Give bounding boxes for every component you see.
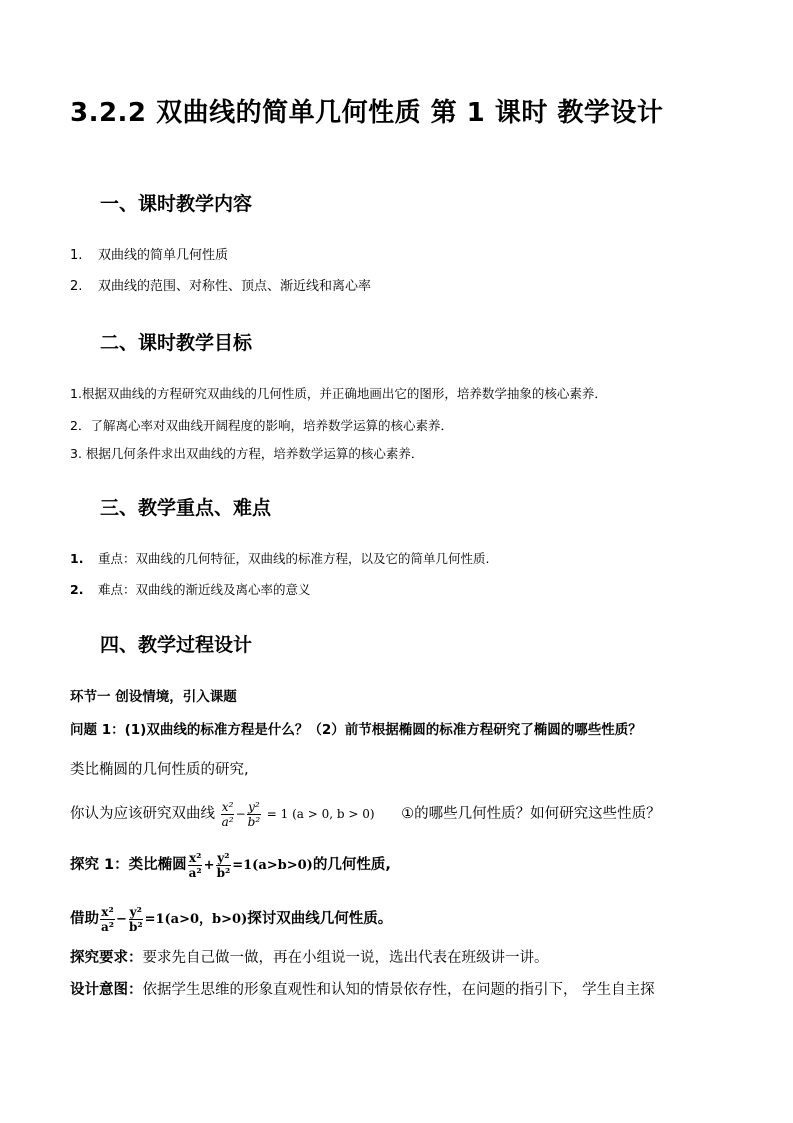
fraction-x2-a2: $\frac{\text{x²}}{\text{a²}}$ bbox=[101, 904, 115, 934]
borrow-suffix: 探讨双曲线几何性质。 bbox=[247, 911, 393, 927]
list-number: 1. bbox=[70, 551, 84, 566]
list-text: 双曲线的范围、对称性、顶点、渐近线和离心率 bbox=[98, 279, 372, 294]
explore-suffix: 的几何性质, bbox=[312, 857, 391, 873]
list-number: 2. bbox=[70, 582, 84, 597]
list-item bbox=[70, 278, 371, 296]
list-number: 2. bbox=[70, 279, 83, 294]
section-heading-content: 一、课时教学内容 bbox=[100, 193, 253, 215]
goal-item: 2．了解离心率对双曲线开阔程度的影响，培养数学运算的核心素养． bbox=[70, 418, 453, 433]
question-1: 问题 1：(1)双曲线的标准方程是什么？（2）前节根据椭圆的标准方程研究了椭圆的哪些性质？ bbox=[70, 722, 642, 738]
list-text: 难点：双曲线的渐近线及离心率的意义 bbox=[98, 582, 311, 597]
think-prefix: 你认为应该研究双曲线 bbox=[70, 806, 215, 822]
explore-line: 探究 1：类比椭圆 $\frac{\text{x²}}{\text{a²}}$ + $\frac{\text{y²}}{\text{b²}}$ =1(a>b>0)的几何性质, bbox=[70, 850, 391, 880]
fraction-y2-b2: $\frac{\text{y²}}{\text{b²}}$ bbox=[128, 904, 143, 934]
requirement-label: 探究要求： bbox=[70, 950, 143, 966]
design-intent bbox=[70, 979, 655, 1001]
list-item bbox=[70, 581, 311, 599]
analogy-text: 类比椭圆的几何性质的研究, bbox=[70, 762, 249, 778]
section-heading-process: 四、教学过程设计 bbox=[100, 634, 253, 656]
list-text: 重点：双曲线的几何特征，双曲线的标准方程，以及它的简单几何性质. bbox=[98, 551, 490, 566]
goal-item: 3. 根据几何条件求出双曲线的方程，培养数学运算的核心素养． bbox=[70, 446, 424, 461]
list-text: 双曲线的简单几何性质 bbox=[98, 248, 229, 263]
design-label: 设计意图： bbox=[70, 982, 143, 998]
goal-item: 1.根据双曲线的方程研究双曲线的几何性质，并正确地画出它的图形，培养数学抽象的核心素养． bbox=[70, 386, 607, 401]
page-title: 3.2.2 双曲线的简单几何性质 第 1 课时 教学设计 bbox=[70, 98, 664, 128]
think-line: 你认为应该研究双曲线 $\frac{\text{x²}}{\text{a²}}$ − $\frac{\text{y²}}{\text{b²}}$ = 1 (a > 0, b > 0) ①的哪些几何性质？如何研究这些性质？ bbox=[70, 799, 661, 829]
design-text: 依据学生思维的形象直观性和认知的情景依存性，在问题的指引下， 学生自主探 bbox=[142, 982, 655, 998]
list-item bbox=[70, 550, 489, 568]
fraction-y2-b2: $\frac{\text{y²}}{\text{b²}}$ bbox=[216, 850, 231, 880]
fraction-y2-b2: $\frac{\text{y²}}{\text{b²}}$ bbox=[247, 799, 261, 829]
fraction-x2-a2: $\frac{\text{x²}}{\text{a²}}$ bbox=[188, 850, 202, 880]
hyperbola-condition: = 1 (a > 0, b > 0) bbox=[266, 807, 375, 821]
hyperbola-condition: =1(a>0，b>0) bbox=[144, 912, 248, 927]
list-number: 1. bbox=[70, 248, 83, 263]
section-heading-goals: 二、课时教学目标 bbox=[100, 332, 253, 354]
requirement-text: 要求先自己做一做，再在小组说一说，选出代表在班级讲一讲。 bbox=[142, 950, 549, 966]
ellipse-condition: =1(a>b>0) bbox=[232, 858, 313, 873]
section-heading-keypoints: 三、教学重点、难点 bbox=[100, 497, 272, 519]
explore-requirement bbox=[70, 947, 549, 969]
borrow-line: 借助 $\frac{\text{x²}}{\text{a²}}$ − $\frac{\text{y²}}{\text{b²}}$ =1(a>0，b>0)探讨双曲线几何性质。 bbox=[70, 904, 393, 934]
step-heading: 环节一 创设情境，引入课题 bbox=[70, 689, 237, 705]
borrow-prefix: 借助 bbox=[70, 911, 99, 927]
think-suffix: ①的哪些几何性质？如何研究这些性质？ bbox=[401, 806, 661, 822]
list-item bbox=[70, 247, 228, 265]
fraction-x2-a2: $\frac{\text{x²}}{\text{a²}}$ bbox=[221, 799, 234, 829]
explore-prefix: 探究 1：类比椭圆 bbox=[70, 857, 187, 873]
